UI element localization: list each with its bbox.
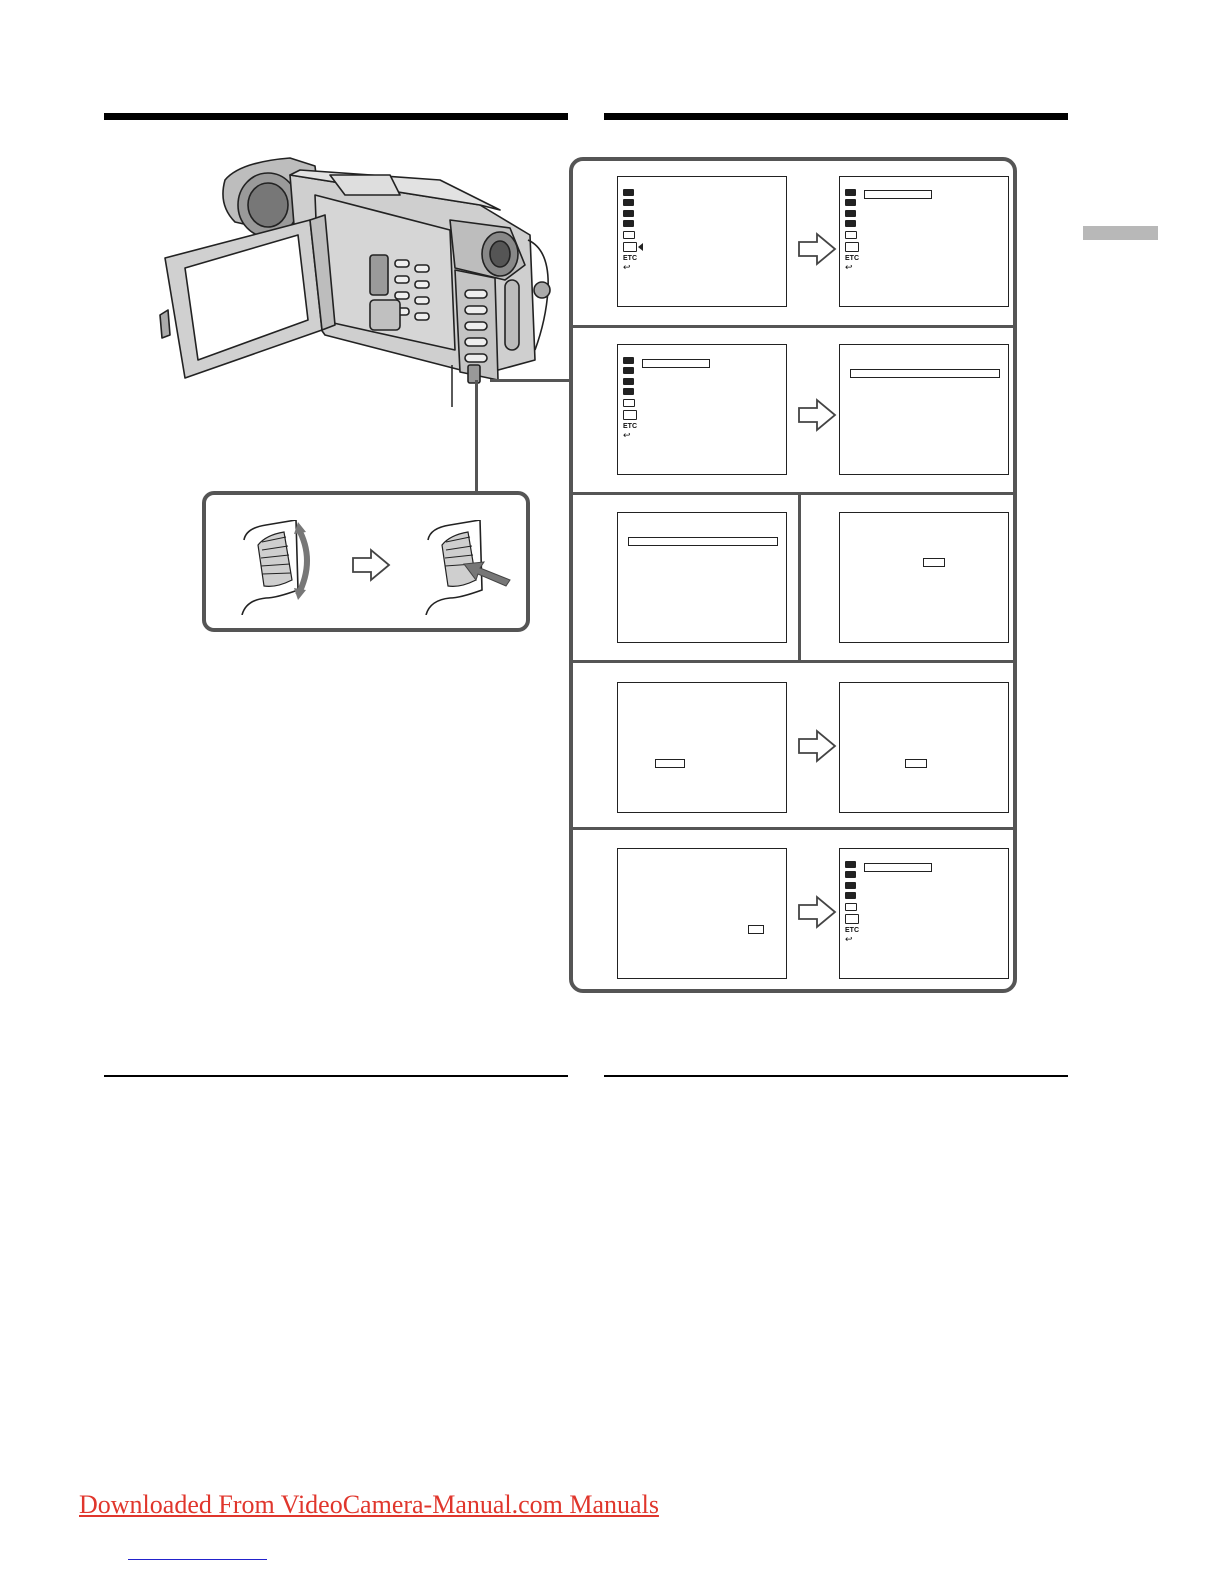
right-section-rule <box>604 1075 1068 1077</box>
lcd-vf-set-icon <box>845 210 856 217</box>
etc-icon: ETC <box>623 255 637 263</box>
setup-menu-icon <box>623 410 637 420</box>
submenu-item-highlight <box>850 369 1000 378</box>
value-field-highlight <box>905 759 927 768</box>
cam-set-icon <box>623 367 634 374</box>
step-vertical-divider <box>798 494 801 660</box>
step-divider-3 <box>573 660 1013 663</box>
dial-turn-illustration <box>236 520 316 615</box>
left-section-rule <box>104 1075 568 1077</box>
lcd-vf-set-icon <box>623 378 634 385</box>
memory-set-icon <box>623 220 634 227</box>
right-header-rule <box>604 113 1068 120</box>
tape-set-icon <box>623 399 635 407</box>
cam-set-icon <box>845 871 856 878</box>
setting-item-highlight <box>628 537 778 546</box>
return-icon: ↩ <box>845 935 853 946</box>
screen-submenu <box>839 344 1009 475</box>
screen-menu-selected <box>617 344 787 475</box>
camera-set-icon <box>845 861 856 868</box>
setup-menu-icon <box>845 914 859 924</box>
left-header-rule <box>104 113 568 120</box>
next-step-arrow <box>797 398 837 432</box>
screen-adjust-last-value <box>617 848 787 979</box>
setup-menu-icon <box>845 242 859 252</box>
lcd-vf-set-icon <box>623 210 634 217</box>
etc-icon: ETC <box>845 927 859 935</box>
download-source-link[interactable]: Downloaded From VideoCamera-Manual.com Manuals <box>79 1490 659 1519</box>
menu-item-highlight <box>864 190 932 199</box>
footer-underline <box>128 1559 267 1560</box>
return-icon: ↩ <box>845 263 853 274</box>
setting-value-highlight <box>923 558 945 567</box>
etc-icon: ETC <box>845 255 859 263</box>
menu-icon-column <box>623 189 653 273</box>
next-step-arrow <box>351 548 391 582</box>
step-divider-2 <box>573 492 1013 495</box>
screen-adjust-value <box>617 682 787 813</box>
screen-adjust-next-value <box>839 682 1009 813</box>
next-step-arrow <box>797 232 837 266</box>
etc-icon: ETC <box>623 423 637 431</box>
cam-set-icon <box>845 199 856 206</box>
memory-set-icon <box>623 388 634 395</box>
value-field-highlight <box>748 925 764 934</box>
menu-icon-column <box>623 357 653 441</box>
screen-setting-list <box>617 512 787 643</box>
tape-set-icon <box>845 903 857 911</box>
dial-operation-box <box>202 491 530 632</box>
return-icon: ↩ <box>623 263 631 274</box>
tape-set-icon <box>845 231 857 239</box>
setup-menu-icon <box>623 242 637 252</box>
camera-set-icon <box>623 357 634 364</box>
screen-menu-selected <box>839 176 1009 307</box>
tape-set-icon <box>623 231 635 239</box>
step-divider-4 <box>573 827 1013 830</box>
menu-icon-column <box>845 861 875 945</box>
screen-menu-icons <box>617 176 787 307</box>
next-step-arrow <box>797 729 837 763</box>
connector-line-horizontal <box>490 379 570 382</box>
memory-set-icon <box>845 220 856 227</box>
cam-set-icon <box>623 199 634 206</box>
screen-setting-value <box>839 512 1009 643</box>
screen-menu-return <box>839 848 1009 979</box>
lcd-vf-set-icon <box>845 882 856 889</box>
menu-item-highlight <box>642 359 710 368</box>
menu-item-highlight <box>864 863 932 872</box>
camera-set-icon <box>845 189 856 196</box>
dial-press-illustration <box>420 520 520 615</box>
memory-set-icon <box>845 892 856 899</box>
camera-set-icon <box>623 189 634 196</box>
value-field-highlight <box>655 759 685 768</box>
step-divider-1 <box>573 325 1013 328</box>
next-step-arrow <box>797 895 837 929</box>
menu-icon-column <box>845 189 875 273</box>
section-tab <box>1083 226 1158 240</box>
selection-pointer-icon <box>638 243 643 251</box>
connector-line-vertical <box>475 380 478 492</box>
return-icon: ↩ <box>623 431 631 442</box>
